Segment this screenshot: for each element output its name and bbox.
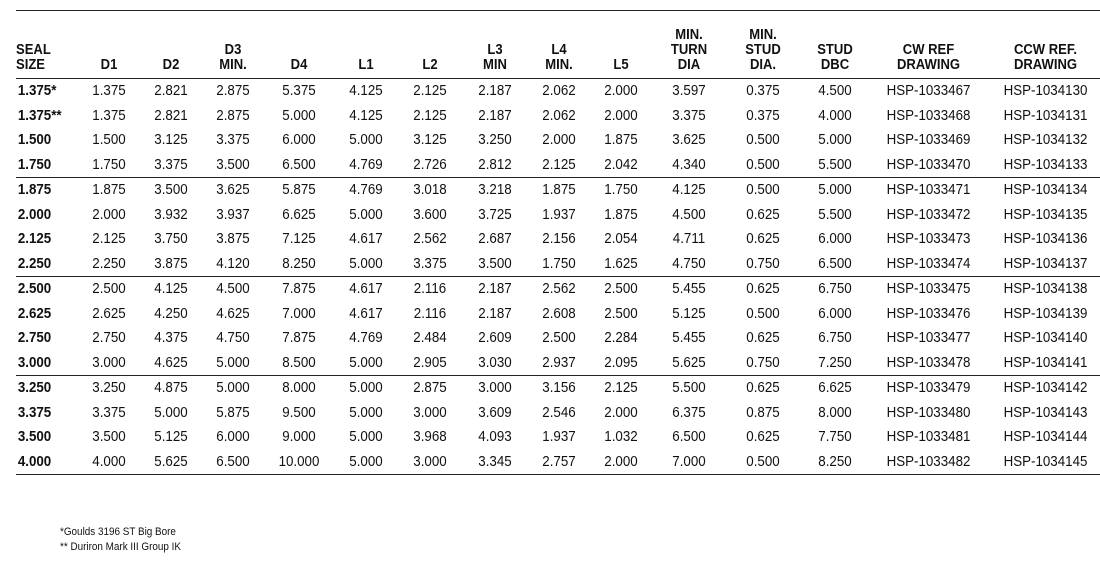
table-cell: 2.062 — [542, 107, 576, 124]
table-cell: 1.375 — [92, 107, 126, 124]
table-cell: 2.546 — [542, 404, 576, 421]
table-cell: 3.750 — [154, 231, 188, 248]
table-cell: HSP-1033467 — [886, 83, 971, 100]
table-cell: 0.500 — [729, 450, 797, 475]
header-row — [16, 11, 1100, 79]
table-cell: 4.500 — [672, 206, 706, 223]
table-cell: 2.250 — [80, 252, 137, 277]
table-cell: 6.500 — [267, 153, 331, 178]
table-cell: 2.125 — [604, 380, 638, 397]
table-cell: HSP-1033468 — [886, 107, 971, 124]
table-cell: 2.000 — [592, 450, 649, 475]
table-cell: 2.187 — [478, 83, 512, 100]
seal-size-cell: 3.375 — [17, 404, 52, 421]
table-cell: 2.054 — [604, 231, 638, 248]
table-row — [16, 252, 1100, 277]
table-cell: 2.562 — [413, 231, 447, 248]
footnote-duriron: ** Duriron Mark III Group IK — [60, 541, 182, 553]
table-cell: 3.125 — [154, 132, 188, 149]
table-cell: HSP-1033478 — [875, 351, 983, 376]
table-cell: HSP-1034145 — [992, 450, 1100, 475]
table-cell: 3.375 — [142, 153, 199, 178]
table-cell: 2.750 — [92, 330, 126, 347]
table-cell: 6.750 — [818, 281, 852, 298]
table-row — [16, 79, 1100, 104]
table-cell: 6.000 — [216, 429, 250, 446]
table-cell: 2.125 — [92, 231, 126, 248]
table-cell: 7.750 — [818, 429, 852, 446]
table-cell: HSP-1033469 — [886, 132, 971, 149]
table-cell: 2.821 — [154, 107, 188, 124]
table-cell: HSP-1034144 — [1003, 429, 1088, 446]
table-cell: 1.875 — [542, 182, 576, 199]
table-cell: 1.750 — [604, 182, 638, 199]
table-cell: 4.500 — [818, 83, 852, 100]
table-cell: HSP-1033470 — [875, 153, 983, 178]
column-header: STUD DBC — [817, 42, 853, 73]
seal-size-cell: 2.500 — [17, 281, 52, 298]
table-cell: 3.375 — [92, 404, 126, 421]
table-cell: HSP-1033476 — [886, 305, 971, 322]
column-header: D2 — [162, 57, 180, 73]
table-cell: 0.500 — [729, 153, 797, 178]
table-cell: 5.000 — [337, 450, 396, 475]
table-cell: 6.000 — [818, 305, 852, 322]
table-cell: 6.500 — [204, 450, 261, 475]
table-cell: 5.000 — [349, 132, 383, 149]
column-header: L5 — [613, 57, 629, 73]
table-row — [16, 227, 1100, 252]
table-cell: 2.000 — [604, 83, 638, 100]
table-cell: 2.125 — [413, 107, 447, 124]
table-cell: 8.250 — [803, 450, 867, 475]
table-cell: 0.625 — [746, 429, 780, 446]
table-cell: 3.250 — [478, 132, 512, 149]
table-cell: 0.875 — [746, 404, 780, 421]
table-cell: 4.769 — [349, 330, 383, 347]
table-cell: 2.000 — [604, 404, 638, 421]
table-cell: 5.000 — [818, 132, 852, 149]
table-cell: 5.125 — [672, 305, 706, 322]
table-cell: 4.125 — [349, 107, 383, 124]
table-row — [16, 450, 1100, 475]
table-cell: 3.937 — [216, 206, 250, 223]
table-cell: HSP-1034130 — [1003, 83, 1088, 100]
table-cell: 3.000 — [80, 351, 137, 376]
table-cell: 1.032 — [604, 429, 638, 446]
column-header: CCW REF. DRAWING — [1013, 42, 1078, 73]
seal-size-cell: 1.500 — [17, 132, 52, 149]
table-cell: 8.500 — [267, 351, 331, 376]
table-cell: 7.250 — [803, 351, 867, 376]
table-cell: 5.625 — [655, 351, 723, 376]
seal-dimensions-table-container — [16, 10, 1088, 475]
table-cell: 2.187 — [478, 281, 512, 298]
table-row — [16, 128, 1100, 153]
table-cell: 2.000 — [92, 206, 126, 223]
table-cell: 2.116 — [413, 281, 447, 298]
table-cell: 2.500 — [92, 281, 126, 298]
table-cell: 3.375 — [401, 252, 460, 277]
table-cell: 0.625 — [746, 231, 780, 248]
column-header: SEAL SIZE — [16, 42, 51, 73]
table-cell: 2.757 — [530, 450, 587, 475]
table-cell: 1.875 — [92, 182, 126, 199]
table-cell: 3.725 — [478, 206, 512, 223]
table-cell: 3.218 — [478, 182, 512, 199]
table-cell: 5.000 — [154, 404, 188, 421]
table-cell: 1.500 — [92, 132, 126, 149]
table-cell: HSP-1033480 — [886, 404, 971, 421]
table-cell: HSP-1033473 — [886, 231, 971, 248]
table-row — [16, 203, 1100, 228]
table-cell: 3.968 — [413, 429, 447, 446]
table-cell: HSP-1034136 — [1003, 231, 1088, 248]
table-cell: 4.340 — [655, 153, 723, 178]
column-header: D3 MIN. — [219, 42, 247, 73]
table-cell: 3.375 — [216, 132, 250, 149]
table-cell: 2.608 — [542, 305, 576, 322]
table-cell: 0.750 — [729, 252, 797, 277]
column-header: L1 — [358, 57, 374, 73]
table-cell: 2.875 — [216, 107, 250, 124]
table-cell: 1.937 — [542, 206, 576, 223]
table-cell: HSP-1034140 — [1003, 330, 1088, 347]
column-header: MIN. STUD DIA. — [745, 27, 781, 73]
table-cell: 4.617 — [349, 231, 383, 248]
table-cell: 2.125 — [530, 153, 587, 178]
table-cell: 3.932 — [154, 206, 188, 223]
table-cell: HSP-1034133 — [992, 153, 1100, 178]
table-cell: 5.000 — [349, 206, 383, 223]
table-cell: 8.250 — [267, 252, 331, 277]
table-cell: 6.625 — [818, 380, 852, 397]
table-cell: 0.500 — [746, 305, 780, 322]
table-cell: 2.062 — [542, 83, 576, 100]
table-cell: HSP-1033475 — [886, 281, 971, 298]
table-cell: HSP-1034134 — [1003, 182, 1088, 199]
table-row — [16, 104, 1100, 129]
table-row — [16, 425, 1100, 450]
table-cell: 1.937 — [542, 429, 576, 446]
table-cell: 7.875 — [282, 281, 316, 298]
table-cell: 1.625 — [592, 252, 649, 277]
table-row — [16, 302, 1100, 327]
table-cell: 5.455 — [672, 330, 706, 347]
table-cell: 5.000 — [216, 380, 250, 397]
table-cell: 2.000 — [542, 132, 576, 149]
table-cell: 0.500 — [746, 132, 780, 149]
table-cell: 1.875 — [604, 206, 638, 223]
seal-size-cell: 1.875 — [17, 182, 52, 199]
table-cell: 2.562 — [542, 281, 576, 298]
table-cell: HSP-1034138 — [1003, 281, 1088, 298]
table-cell: 4.500 — [216, 281, 250, 298]
table-cell: 5.000 — [818, 182, 852, 199]
table-cell: 3.500 — [92, 429, 126, 446]
table-cell: 5.500 — [818, 206, 852, 223]
table-cell: 9.000 — [282, 429, 316, 446]
table-cell: HSP-1033481 — [886, 429, 971, 446]
table-cell: 10.000 — [267, 450, 331, 475]
table-cell: 2.609 — [478, 330, 512, 347]
table-cell: 5.000 — [204, 351, 261, 376]
table-cell: 4.875 — [154, 380, 188, 397]
table-cell: 2.687 — [478, 231, 512, 248]
table-cell: 6.375 — [672, 404, 706, 421]
table-cell: 4.125 — [154, 281, 188, 298]
table-cell: 2.095 — [592, 351, 649, 376]
table-cell: 5.455 — [672, 281, 706, 298]
table-cell: HSP-1034143 — [1003, 404, 1088, 421]
table-cell: 4.769 — [349, 182, 383, 199]
table-cell: 4.000 — [80, 450, 137, 475]
table-cell: 6.000 — [818, 231, 852, 248]
table-cell: 2.116 — [413, 305, 447, 322]
table-cell: 0.750 — [729, 351, 797, 376]
table-cell: 5.125 — [154, 429, 188, 446]
table-cell: 5.000 — [282, 107, 316, 124]
table-cell: 5.000 — [349, 380, 383, 397]
table-cell: 4.617 — [349, 305, 383, 322]
table-cell: 3.600 — [413, 206, 447, 223]
table-cell: HSP-1034132 — [1003, 132, 1088, 149]
table-cell: 2.875 — [216, 83, 250, 100]
table-cell: 2.500 — [542, 330, 576, 347]
table-cell: 4.625 — [142, 351, 199, 376]
table-cell: 4.375 — [154, 330, 188, 347]
table-cell: 2.000 — [604, 107, 638, 124]
column-header: L3 MIN — [483, 42, 507, 73]
table-cell: 5.000 — [337, 252, 396, 277]
table-cell: 2.125 — [413, 83, 447, 100]
table-cell: 6.500 — [672, 429, 706, 446]
table-cell: 7.125 — [282, 231, 316, 248]
footnotes — [60, 525, 181, 555]
table-cell: 7.000 — [655, 450, 723, 475]
table-cell: HSP-1033471 — [886, 182, 971, 199]
table-cell: 3.250 — [92, 380, 126, 397]
table-cell: HSP-1034137 — [992, 252, 1100, 277]
table-row — [16, 153, 1100, 178]
table-cell: 3.500 — [204, 153, 261, 178]
table-cell: 3.018 — [413, 182, 447, 199]
column-header: D1 — [100, 57, 118, 73]
table-cell: 2.875 — [413, 380, 447, 397]
table-cell: HSP-1034131 — [1003, 107, 1088, 124]
table-cell: 5.500 — [803, 153, 867, 178]
table-row — [16, 326, 1100, 351]
footnote-goulds: *Goulds 3196 ST Big Bore — [60, 526, 176, 538]
table-cell: 1.375 — [92, 83, 126, 100]
table-cell: 3.875 — [142, 252, 199, 277]
table-cell: 3.875 — [216, 231, 250, 248]
table-cell: 3.500 — [465, 252, 526, 277]
column-header: CW REF DRAWING — [896, 42, 961, 73]
table-cell: 3.609 — [478, 404, 512, 421]
table-row — [16, 376, 1100, 401]
table-cell: 6.000 — [282, 132, 316, 149]
table-cell: 1.750 — [530, 252, 587, 277]
seal-size-cell: 3.000 — [16, 351, 73, 376]
table-cell: 0.625 — [746, 330, 780, 347]
table-cell: 5.375 — [282, 83, 316, 100]
table-cell: HSP-1034142 — [1003, 380, 1088, 397]
table-cell: HSP-1033482 — [875, 450, 983, 475]
table-cell: 2.042 — [592, 153, 649, 178]
table-cell: 0.625 — [746, 281, 780, 298]
table-cell: 3.156 — [542, 380, 576, 397]
column-header: L2 — [422, 57, 438, 73]
table-cell: 1.750 — [80, 153, 137, 178]
table-cell: 2.625 — [92, 305, 126, 322]
table-cell: 4.093 — [478, 429, 512, 446]
table-cell: 2.187 — [478, 107, 512, 124]
table-cell: 6.500 — [803, 252, 867, 277]
table-cell: 3.030 — [465, 351, 526, 376]
table-cell: 1.875 — [604, 132, 638, 149]
table-cell: 3.345 — [465, 450, 526, 475]
table-cell: 4.125 — [672, 182, 706, 199]
seal-size-cell: 3.250 — [17, 380, 52, 397]
table-cell: 2.500 — [604, 281, 638, 298]
seal-size-cell: 2.625 — [17, 305, 52, 322]
table-cell: 5.875 — [216, 404, 250, 421]
table-cell: 3.625 — [672, 132, 706, 149]
table-cell: 2.821 — [154, 83, 188, 100]
table-cell: 5.000 — [349, 429, 383, 446]
table-cell: 0.625 — [746, 380, 780, 397]
table-cell: 3.375 — [672, 107, 706, 124]
table-row — [16, 401, 1100, 426]
table-row — [16, 351, 1100, 376]
table-cell: 2.937 — [530, 351, 587, 376]
table-cell: 4.250 — [154, 305, 188, 322]
table-cell: 2.905 — [401, 351, 460, 376]
table-cell: 3.597 — [672, 83, 706, 100]
seal-size-cell: 3.500 — [17, 429, 52, 446]
table-cell: 2.484 — [413, 330, 447, 347]
column-header: L4 MIN. — [545, 42, 573, 73]
table-header — [16, 11, 1100, 79]
table-cell: 4.617 — [349, 281, 383, 298]
table-cell: 4.000 — [818, 107, 852, 124]
table-cell: 3.625 — [216, 182, 250, 199]
seal-size-cell: 2.750 — [17, 330, 52, 347]
table-row — [16, 277, 1100, 302]
table-cell: HSP-1033479 — [886, 380, 971, 397]
table-cell: 6.750 — [818, 330, 852, 347]
table-cell: 3.000 — [478, 380, 512, 397]
table-cell: 4.125 — [349, 83, 383, 100]
seal-size-cell: 2.250 — [16, 252, 73, 277]
table-cell: 0.375 — [746, 107, 780, 124]
seal-size-cell: 4.000 — [16, 450, 73, 475]
table-cell: HSP-1034135 — [1003, 206, 1088, 223]
table-cell: HSP-1034141 — [992, 351, 1100, 376]
seal-size-cell: 2.125 — [17, 231, 52, 248]
table-cell: 2.812 — [465, 153, 526, 178]
table-body — [16, 79, 1100, 475]
table-cell: 4.120 — [204, 252, 261, 277]
table-cell: 2.284 — [604, 330, 638, 347]
table-cell: 3.500 — [154, 182, 188, 199]
table-cell: HSP-1033472 — [886, 206, 971, 223]
table-cell: 4.711 — [672, 231, 706, 248]
table-cell: 5.875 — [282, 182, 316, 199]
table-cell: HSP-1034139 — [1003, 305, 1088, 322]
seal-size-cell: 2.000 — [17, 206, 52, 223]
table-cell: 3.000 — [401, 450, 460, 475]
table-cell: 3.125 — [413, 132, 447, 149]
table-cell: 5.625 — [142, 450, 199, 475]
table-cell: 0.625 — [746, 206, 780, 223]
seal-size-cell: 1.750 — [16, 153, 73, 178]
table-cell: 2.726 — [401, 153, 460, 178]
table-cell: 7.000 — [282, 305, 316, 322]
table-cell: 7.875 — [282, 330, 316, 347]
table-cell: 8.000 — [282, 380, 316, 397]
seal-size-cell: 1.375** — [17, 107, 62, 124]
table-cell: 4.769 — [337, 153, 396, 178]
table-row — [16, 178, 1100, 203]
table-cell: 5.500 — [672, 380, 706, 397]
table-cell: 4.750 — [216, 330, 250, 347]
table-cell: HSP-1033474 — [875, 252, 983, 277]
table-cell: 8.000 — [818, 404, 852, 421]
table-cell: 2.156 — [542, 231, 576, 248]
table-cell: 9.500 — [282, 404, 316, 421]
column-header: MIN. TURN DIA — [670, 27, 708, 73]
seal-dimensions-table — [16, 10, 1100, 475]
table-cell: 3.000 — [413, 404, 447, 421]
seal-size-cell: 1.375* — [17, 83, 57, 100]
table-cell: 6.625 — [282, 206, 316, 223]
table-cell: 0.375 — [746, 83, 780, 100]
table-cell: 5.000 — [337, 351, 396, 376]
table-cell: 2.500 — [604, 305, 638, 322]
table-cell: HSP-1033477 — [886, 330, 971, 347]
table-cell: 0.500 — [746, 182, 780, 199]
column-header: D4 — [290, 57, 308, 73]
table-cell: 4.750 — [655, 252, 723, 277]
table-cell: 4.625 — [216, 305, 250, 322]
table-cell: 2.187 — [478, 305, 512, 322]
table-cell: 5.000 — [349, 404, 383, 421]
